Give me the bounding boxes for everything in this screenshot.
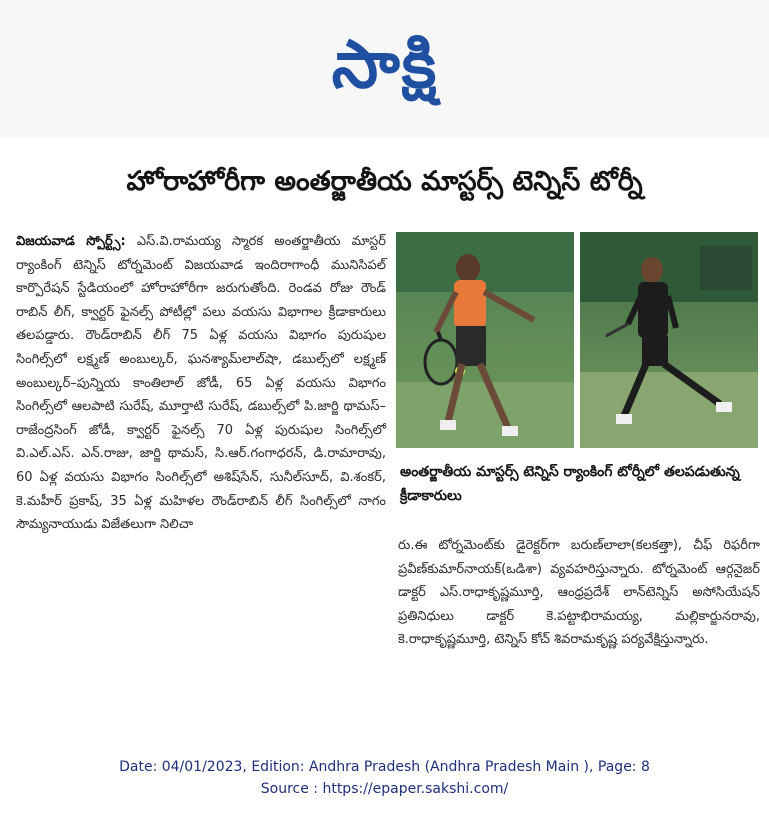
dateline: విజయవాడ స్పోర్ట్స్: [16, 234, 126, 249]
body-text-left: ఎస్.వి.రామయ్య స్మారక అంతర్జాతీయ మాస్టర్ ర్యాంకింగ్ టెన్నిస్ టోర్నమెంట్ విజయవాడ ఇందిరాగాంధీ మునిసిపల్ కార్పొరేషన్ స్టేడియంలో హోరాహోరీగా జరుగుతోంది. రెండవ రోజు రౌండ్ రాబిన్ లీగ్, క్వార్టర్ ఫైనల్స్ పోటీల్లో పలు వయసు విభాగాల క్రీడాకారులు తలపడ్డారు. రౌండ్‌రాబిన్ లీగ్ 75 ఏళ్ల వయసు విభాగం పురుషుల సింగిల్స్‌లో లక్ష్మణ్ అంబుల్కర్, ఘనశ్యామ్‌లాల్‌షా, డబుల్స్‌లో లక్ష్మణ్ అంబుల్కర్–పున్నియ కాంతిలాల్ జోడీ, 65 ఏళ్ల వయసు విభాగం సింగిల్స్‌లో ఆలపాటి సురేష్, మూర్తాటి సురేష్, డబుల్స్‌లో పి.జార్జి థామస్–రాజేంద్రసింగ్ జోడీ, క్వార్టర్ ఫైనల్స్ 70 ఏళ్ల పురుషుల సింగిల్స్‌లో వి.ఎల్.ఎస్. ఎన్.రాజు, జార్జి థామస్, సి.ఆర్.గంగాధరన్, డి.రామారావు, 60 ఏళ్ల వయసు విభాగం సింగిల్స్‌లో అశిష్‌సేన్, సునీల్‌సూద్, వి.శంకర్, కె.మహీర్ ప్రకాష్, 35 ఏళ్ల మహిళల రౌండ్‌రాబిన్ లీగ్ సింగిల్స్‌లో నాగం సౌమ్యనాయుడు విజేతలుగా నిలిచా [16, 234, 386, 533]
logo-text: సాక్షి [331, 26, 439, 103]
masthead [0, 0, 769, 138]
player-photo-2 [580, 232, 758, 448]
player-black-outfit-image [580, 232, 758, 448]
article-body-right: రు.ఈ టోర్నమెంట్‌కు డైరెక్టర్‌గా బరుణ్‌లాలా(కలకత్తా), చీఫ్ రిఫరీగా ప్రవీణ్‌కుమార్‌నాయక్(ఒడిశా) వ్యవహరిస్తున్నారు. టోర్నమెంట్ ఆర్గనైజర్ డాక్టర్ ఎస్.రాధాకృష్ణమూర్తి, ఆంధ్రప్రదేశ్ లాన్‌టెన్నిస్ అసోసియేషన్ ప్రతినిధులు డాక్టర్ కె.పట్టాభిరామయ్య, మల్లికార్జునరావు, కె.రాధాకృష్ణమూర్తి, టెన్నిస్ కోచ్ శివరామకృష్ణ పర్యవేక్షిస్తున్నారు. [398, 538, 760, 648]
article-body-left [16, 230, 386, 537]
footer [0, 756, 769, 800]
footer-source-link[interactable]: Source : https://epaper.sakshi.com/ [260, 781, 509, 797]
photo-pair [396, 232, 758, 448]
player-photo-1 [396, 232, 574, 448]
photo-caption: అంతర్జాతీయ మాస్టర్స్ టెన్నిస్ ర్యాంకింగ్ టోర్నీలో తలపడుతున్న క్రీడాకారులు [400, 464, 740, 504]
article-headline: హోరాహోరీగా అంతర్జాతీయ మాస్టర్స్ టెన్నిస్ టోర్నీ [126, 166, 643, 197]
footer-date-edition: Date: 04/01/2023, Edition: Andhra Pradesh (Andhra Pradesh Main ), Page: 8 [119, 759, 650, 775]
player-orange-shirt-image [396, 232, 574, 448]
sakshi-logo[interactable] [240, 6, 530, 124]
